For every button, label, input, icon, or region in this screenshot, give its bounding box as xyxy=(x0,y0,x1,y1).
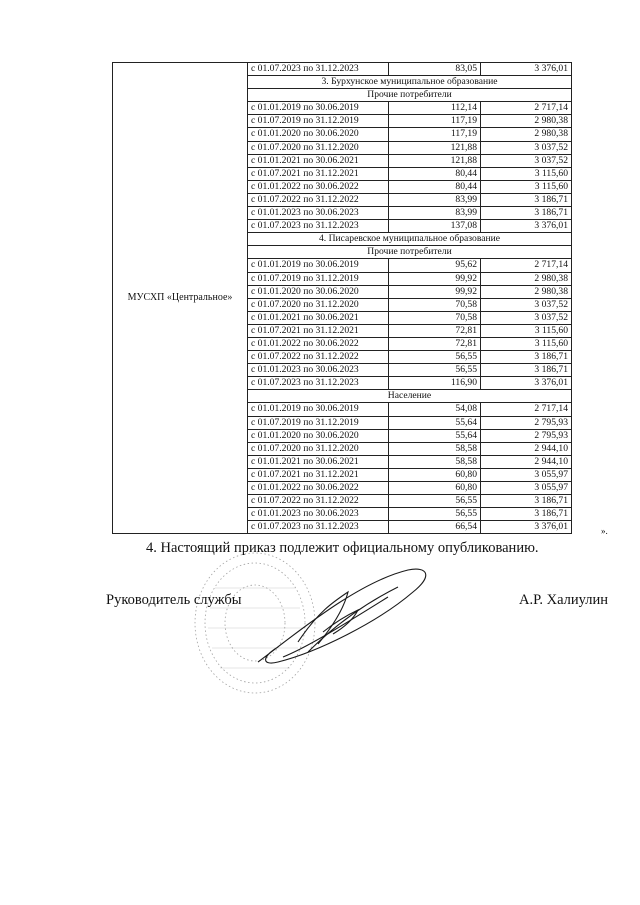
tariff-value-cell: 56,55 xyxy=(389,508,481,521)
tariff-value-cell: 54,08 xyxy=(389,403,481,416)
period-cell: с 01.07.2022 по 31.12.2022 xyxy=(248,193,389,206)
tariff-vat-value-cell: 3 186,71 xyxy=(481,364,572,377)
tariff-vat-value-cell: 3 376,01 xyxy=(481,63,572,76)
tariff-vat-value-cell: 2 980,38 xyxy=(481,115,572,128)
period-cell: с 01.01.2022 по 30.06.2022 xyxy=(248,337,389,350)
period-cell: с 01.07.2021 по 31.12.2021 xyxy=(248,167,389,180)
table-row xyxy=(113,63,572,76)
tariff-vat-value-cell: 3 186,71 xyxy=(481,351,572,364)
tariff-value-cell: 83,99 xyxy=(389,207,481,220)
period-cell: с 01.01.2021 по 30.06.2021 xyxy=(248,455,389,468)
tariff-value-cell: 83,99 xyxy=(389,193,481,206)
tariff-value-cell: 121,88 xyxy=(389,141,481,154)
period-cell: с 01.07.2020 по 31.12.2020 xyxy=(248,442,389,455)
tariff-vat-value-cell: 3 186,71 xyxy=(481,508,572,521)
closing-quote: ». xyxy=(601,526,608,536)
tariff-vat-value-cell: 3 115,60 xyxy=(481,324,572,337)
tariff-value-cell: 70,58 xyxy=(389,311,481,324)
period-cell: с 01.01.2020 по 30.06.2020 xyxy=(248,285,389,298)
tariff-value-cell: 83,05 xyxy=(389,63,481,76)
tariff-vat-value-cell: 2 795,93 xyxy=(481,416,572,429)
period-cell: с 01.07.2019 по 31.12.2019 xyxy=(248,416,389,429)
tariff-value-cell: 60,80 xyxy=(389,482,481,495)
tariff-vat-value-cell: 2 944,10 xyxy=(481,442,572,455)
signatory-position: Руководитель службы xyxy=(106,592,242,608)
tariff-value-cell: 112,14 xyxy=(389,102,481,115)
period-cell: с 01.07.2022 по 31.12.2022 xyxy=(248,495,389,508)
tariff-vat-value-cell: 3 037,52 xyxy=(481,311,572,324)
period-cell: с 01.01.2023 по 30.06.2023 xyxy=(248,508,389,521)
tariff-vat-value-cell: 2 980,38 xyxy=(481,272,572,285)
period-cell: с 01.07.2021 по 31.12.2021 xyxy=(248,468,389,481)
consumer-group-title: Прочие потребители xyxy=(248,246,572,259)
period-cell: с 01.01.2019 по 30.06.2019 xyxy=(248,403,389,416)
tariff-table xyxy=(112,62,572,534)
tariff-value-cell: 117,19 xyxy=(389,115,481,128)
period-cell: с 01.07.2023 по 31.12.2023 xyxy=(248,63,389,76)
tariff-vat-value-cell: 3 037,52 xyxy=(481,298,572,311)
tariff-vat-value-cell: 3 376,01 xyxy=(481,521,572,534)
period-cell: с 01.01.2023 по 30.06.2023 xyxy=(248,207,389,220)
period-cell: с 01.07.2019 по 31.12.2019 xyxy=(248,272,389,285)
tariff-value-cell: 80,44 xyxy=(389,180,481,193)
tariff-value-cell: 72,81 xyxy=(389,337,481,350)
publication-clause: 4. Настоящий приказ подлежит официальному опубликованию. xyxy=(146,540,539,556)
tariff-vat-value-cell: 2 717,14 xyxy=(481,259,572,272)
tariff-vat-value-cell: 3 055,97 xyxy=(481,468,572,481)
tariff-value-cell: 56,55 xyxy=(389,364,481,377)
signature-icon xyxy=(238,562,438,672)
period-cell: с 01.07.2023 по 31.12.2023 xyxy=(248,521,389,534)
tariff-value-cell: 80,44 xyxy=(389,167,481,180)
tariff-value-cell: 60,80 xyxy=(389,468,481,481)
tariff-value-cell: 58,58 xyxy=(389,442,481,455)
tariff-vat-value-cell: 3 186,71 xyxy=(481,495,572,508)
period-cell: с 01.01.2019 по 30.06.2019 xyxy=(248,102,389,115)
tariff-value-cell: 116,90 xyxy=(389,377,481,390)
tariff-vat-value-cell: 2 795,93 xyxy=(481,429,572,442)
period-cell: с 01.07.2020 по 31.12.2020 xyxy=(248,298,389,311)
consumer-group-title: Прочие потребители xyxy=(248,89,572,102)
period-cell: с 01.01.2021 по 30.06.2021 xyxy=(248,311,389,324)
tariff-vat-value-cell: 3 115,60 xyxy=(481,180,572,193)
consumer-group-title: Население xyxy=(248,390,572,403)
organization-name: МУСХП «Центральное» xyxy=(113,63,248,534)
tariff-vat-value-cell: 2 980,38 xyxy=(481,128,572,141)
tariff-value-cell: 99,92 xyxy=(389,272,481,285)
tariff-table-body xyxy=(113,63,572,534)
period-cell: с 01.07.2020 по 31.12.2020 xyxy=(248,141,389,154)
tariff-value-cell: 99,92 xyxy=(389,285,481,298)
period-cell: с 01.07.2021 по 31.12.2021 xyxy=(248,324,389,337)
tariff-value-cell: 117,19 xyxy=(389,128,481,141)
section-heading: 4. Писаревское муниципальное образование xyxy=(248,233,572,246)
period-cell: с 01.01.2019 по 30.06.2019 xyxy=(248,259,389,272)
period-cell: с 01.01.2022 по 30.06.2022 xyxy=(248,482,389,495)
tariff-value-cell: 58,58 xyxy=(389,455,481,468)
tariff-vat-value-cell: 2 980,38 xyxy=(481,285,572,298)
period-cell: с 01.07.2022 по 31.12.2022 xyxy=(248,351,389,364)
tariff-value-cell: 66,54 xyxy=(389,521,481,534)
tariff-vat-value-cell: 2 717,14 xyxy=(481,403,572,416)
tariff-value-cell: 55,64 xyxy=(389,416,481,429)
tariff-vat-value-cell: 3 115,60 xyxy=(481,167,572,180)
tariff-value-cell: 70,58 xyxy=(389,298,481,311)
period-cell: с 01.07.2023 по 31.12.2023 xyxy=(248,377,389,390)
tariff-value-cell: 56,55 xyxy=(389,351,481,364)
period-cell: с 01.01.2022 по 30.06.2022 xyxy=(248,180,389,193)
tariff-vat-value-cell: 2 944,10 xyxy=(481,455,572,468)
tariff-vat-value-cell: 3 376,01 xyxy=(481,377,572,390)
tariff-vat-value-cell: 3 037,52 xyxy=(481,154,572,167)
period-cell: с 01.01.2020 по 30.06.2020 xyxy=(248,128,389,141)
tariff-value-cell: 72,81 xyxy=(389,324,481,337)
tariff-vat-value-cell: 3 186,71 xyxy=(481,193,572,206)
tariff-vat-value-cell: 2 717,14 xyxy=(481,102,572,115)
tariff-value-cell: 137,08 xyxy=(389,220,481,233)
period-cell: с 01.01.2023 по 30.06.2023 xyxy=(248,364,389,377)
period-cell: с 01.07.2019 по 31.12.2019 xyxy=(248,115,389,128)
tariff-vat-value-cell: 3 186,71 xyxy=(481,207,572,220)
period-cell: с 01.01.2021 по 30.06.2021 xyxy=(248,154,389,167)
tariff-value-cell: 56,55 xyxy=(389,495,481,508)
tariff-vat-value-cell: 3 055,97 xyxy=(481,482,572,495)
tariff-vat-value-cell: 3 376,01 xyxy=(481,220,572,233)
tariff-vat-value-cell: 3 115,60 xyxy=(481,337,572,350)
section-heading: 3. Бурхунское муниципальное образование xyxy=(248,76,572,89)
signatory-name: А.Р. Халиулин xyxy=(519,592,608,608)
tariff-value-cell: 95,62 xyxy=(389,259,481,272)
tariff-value-cell: 55,64 xyxy=(389,429,481,442)
period-cell: с 01.01.2020 по 30.06.2020 xyxy=(248,429,389,442)
tariff-value-cell: 121,88 xyxy=(389,154,481,167)
period-cell: с 01.07.2023 по 31.12.2023 xyxy=(248,220,389,233)
tariff-vat-value-cell: 3 037,52 xyxy=(481,141,572,154)
